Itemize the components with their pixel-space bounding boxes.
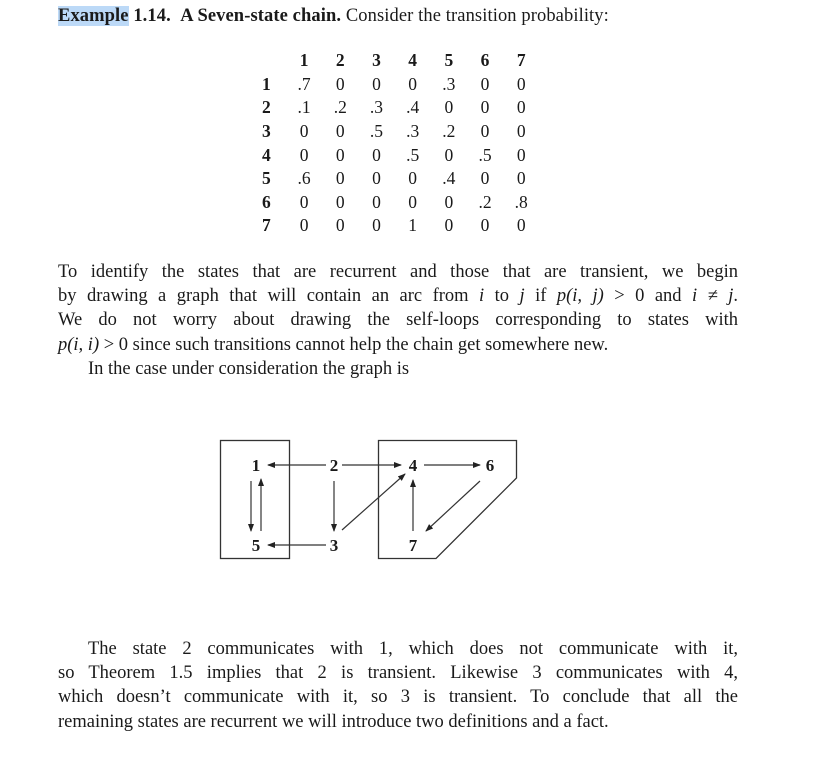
paragraph-line: which doesn’t communicate with it, so 3 is transient. To conclude that all the: [58, 687, 738, 708]
example-heading: [58, 6, 738, 27]
matrix-row: [262, 96, 539, 120]
matrix-cell: .6: [297, 168, 311, 189]
matrix-cell: 0: [480, 121, 490, 142]
matrix-cell: .2: [442, 121, 456, 142]
matrix-cell: 0: [408, 191, 418, 212]
col-header: 6: [480, 50, 490, 71]
node-6: 6: [485, 456, 495, 475]
matrix-cell: 0: [372, 168, 381, 189]
matrix-cell: 0: [372, 191, 381, 212]
row-header: 6: [262, 191, 271, 212]
paragraph-line: We do not worry about drawing the self-loops corresponding to states with: [58, 310, 738, 331]
matrix-cell: .7: [297, 73, 311, 94]
matrix-cell: 0: [335, 191, 345, 212]
matrix-header-row: [262, 49, 539, 73]
col-header: 2: [335, 50, 345, 71]
matrix-cell: .1: [297, 97, 311, 118]
paragraph-line: The state 2 communicates with 1, which does not communicate with it,: [88, 639, 738, 659]
closed-class-box-4-6-7: [379, 441, 517, 559]
matrix-cell: .3: [442, 73, 456, 94]
matrix-cell: 0: [516, 168, 526, 189]
matrix-cell: .3: [369, 97, 384, 118]
col-header: 5: [444, 50, 454, 71]
col-header: 4: [408, 50, 418, 71]
matrix-cell: .3: [406, 121, 420, 142]
matrix-cell: 1: [408, 215, 418, 236]
matrix-cell: 0: [516, 73, 526, 94]
paragraph-line: p(i, i) > 0 since such transitions cannot help the chain get somewhere new.: [58, 334, 609, 355]
matrix-cell: .4: [442, 168, 456, 189]
matrix-cell: 0: [335, 144, 345, 165]
example-word-highlighted[interactable]: Example: [58, 6, 129, 26]
matrix-cell: 0: [480, 73, 490, 94]
matrix-cell: 0: [444, 215, 454, 236]
matrix-cell: 0: [299, 121, 309, 142]
matrix-cell: 0: [480, 215, 490, 236]
node-4: 4: [408, 456, 418, 475]
matrix-cell: 0: [444, 191, 454, 212]
matrix-cell: .5: [369, 121, 384, 142]
matrix-cell: 0: [299, 191, 309, 212]
node-7: 7: [408, 536, 418, 555]
matrix-cell: .5: [406, 144, 420, 165]
row-header: 2: [262, 97, 271, 118]
matrix-cell: .8: [514, 191, 528, 212]
edge-3-to-4: [342, 474, 405, 530]
matrix-cell: 0: [335, 121, 345, 142]
example-number: 1.14.: [128, 6, 171, 26]
matrix-row: [262, 191, 539, 215]
example-intro-text: Consider the transition probability:: [345, 6, 609, 26]
matrix-cell: 0: [516, 121, 526, 142]
paragraph-line: so Theorem 1.5 implies that 2 is transient. Likewise 3 communicates with 4,: [58, 663, 738, 684]
matrix-cell: .2: [478, 191, 492, 212]
col-header: 3: [372, 50, 381, 71]
matrix-cell: 0: [299, 215, 309, 236]
matrix-cell: 0: [444, 144, 454, 165]
node-3: 3: [329, 536, 339, 555]
matrix-cell: .5: [478, 144, 492, 165]
matrix-cell: 0: [516, 215, 526, 236]
matrix-cell: 0: [335, 73, 345, 94]
matrix-row: [262, 73, 539, 97]
matrix-cell: 0: [335, 215, 345, 236]
matrix-cell: 0: [516, 144, 526, 165]
matrix-row: [262, 167, 539, 191]
matrix-cell: 0: [299, 144, 309, 165]
graph-node-labels: [252, 456, 495, 555]
paragraph-line: by drawing a graph that will contain an arc from i to j if p(i, j) > 0 and i ≠ j.: [58, 286, 738, 307]
paragraph-transience: [58, 637, 738, 734]
col-header: 1: [299, 50, 309, 71]
matrix-row: [262, 143, 539, 167]
row-header: 3: [262, 121, 271, 142]
matrix-cell: 0: [408, 73, 418, 94]
row-header: 4: [262, 144, 271, 165]
paragraph-line: To identify the states that are recurrent and those that are transient, we begin: [58, 262, 738, 282]
node-5: 5: [251, 536, 261, 555]
matrix-cell: 0: [408, 168, 418, 189]
row-header: 1: [262, 73, 271, 94]
matrix-cell: 0: [480, 168, 490, 189]
matrix-cell: 0: [516, 97, 526, 118]
matrix-row: [262, 120, 539, 144]
matrix-cell: .4: [406, 97, 420, 118]
node-2: 2: [329, 456, 339, 475]
row-header: 7: [262, 215, 271, 236]
example-title: A Seven-state chain.: [180, 6, 342, 26]
state-transition-graph: [218, 438, 528, 563]
matrix-cell: 0: [372, 144, 381, 165]
paragraph-line-indented: In the case under consideration the graph is: [88, 358, 410, 379]
node-1: 1: [251, 456, 261, 475]
col-header: 7: [516, 50, 526, 71]
matrix-cell: 0: [444, 97, 454, 118]
paragraph-line: remaining states are recurrent we will introduce two definitions and a fact.: [58, 711, 609, 732]
matrix-cell: .2: [333, 97, 347, 118]
transition-matrix: [262, 49, 539, 238]
matrix-cell: 0: [372, 73, 381, 94]
row-header: 5: [262, 168, 271, 189]
matrix-cell: 0: [335, 168, 345, 189]
paragraph-graph-intro: [58, 260, 738, 381]
matrix-cell: 0: [480, 97, 490, 118]
matrix-row: [262, 214, 539, 238]
graph-edges: [251, 465, 480, 545]
matrix-cell: 0: [372, 215, 381, 236]
